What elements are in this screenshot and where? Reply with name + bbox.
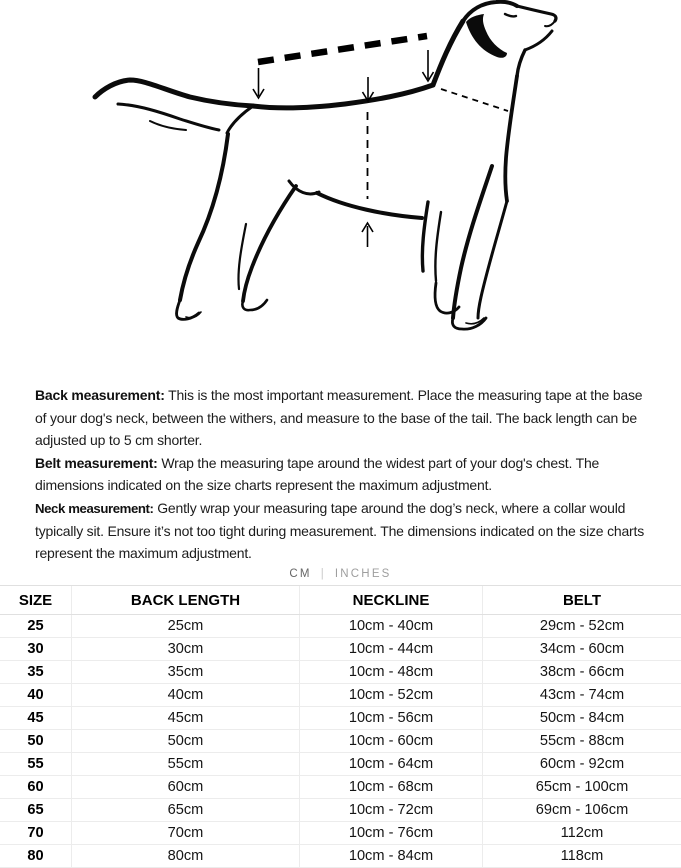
table-row [0, 776, 681, 799]
instruction-line [35, 384, 675, 407]
value-cell: 10cm - 44cm [300, 638, 483, 660]
value-cell: 10cm - 68cm [300, 776, 483, 798]
table-row [0, 799, 681, 822]
value-cell: 10cm - 56cm [300, 707, 483, 729]
tail-down-arrow-icon [253, 68, 264, 98]
table-row [0, 615, 681, 638]
value-cell: 118cm [560, 848, 604, 864]
unit-toggle [0, 566, 681, 582]
size-cell: 60 [0, 776, 72, 798]
instruction-text: Gently wrap your measuring tape around the dog’s neck, where a collar would [153, 499, 626, 516]
size-cell: 65 [0, 799, 72, 821]
instruction-text: typically sit. Ensure it’s not too tight during measurement. The dimensions indicated on the size charts [35, 522, 645, 539]
unit-toggle-divider: | [320, 568, 326, 580]
instruction-term: Back measurement: [35, 387, 165, 403]
instruction-term: Neck measurement: [35, 500, 154, 516]
table-row [0, 822, 681, 845]
value-cell: 55cm [72, 753, 300, 775]
instruction-term: Belt measurement: [35, 454, 158, 471]
unit-option-cm[interactable]: CM [289, 568, 312, 580]
value-cell: 34cm - 60cm [539, 641, 625, 657]
value-cell: 10cm - 60cm [300, 730, 483, 752]
size-cell: 25 [0, 615, 72, 637]
value-cell: 40cm [72, 684, 300, 706]
instruction-line [35, 429, 675, 452]
value-cell: 69cm - 106cm [535, 802, 629, 818]
value-cell: 112cm [560, 825, 604, 841]
mid-down-arrow-icon [363, 77, 374, 101]
unit-option-inches[interactable]: INCHES [334, 568, 392, 580]
belly-up-arrow-icon [362, 223, 373, 247]
size-cell: 30 [0, 638, 72, 660]
instruction-line [35, 520, 675, 543]
value-cell: 60cm [72, 776, 300, 798]
dog-measurement-illustration [0, 0, 681, 362]
withers-down-arrow-icon [423, 50, 434, 81]
table-row [0, 730, 681, 753]
value-cell: 10cm - 40cm [300, 615, 483, 637]
value-cell: 80cm [72, 845, 300, 867]
instruction-line [35, 542, 675, 565]
value-cell: 50cm - 84cm [539, 710, 625, 726]
value-cell: 65cm - 100cm [535, 779, 629, 795]
value-cell: 10cm - 72cm [300, 799, 483, 821]
instruction-text: This is the most important measurement. Place the measuring tape at the base [164, 387, 643, 403]
neckline-dashed-line [441, 89, 508, 111]
size-cell: 40 [0, 684, 72, 706]
instruction-line [35, 474, 675, 497]
size-cell: 35 [0, 661, 72, 683]
size-cell: 45 [0, 707, 72, 729]
table-row [0, 753, 681, 776]
value-cell: 25cm [72, 615, 300, 637]
table-row [0, 638, 681, 661]
header-belt: BELT [562, 591, 602, 609]
value-cell: 70cm [72, 822, 300, 844]
instruction-text: dimensions indicated on the size charts represent the maximum adjustment. [35, 477, 492, 494]
size-cell: 55 [0, 753, 72, 775]
size-table [0, 585, 681, 868]
size-cell: 70 [0, 822, 72, 844]
header-back-length: BACK LENGTH [72, 586, 300, 614]
value-cell: 10cm - 52cm [300, 684, 483, 706]
size-cell: 50 [0, 730, 72, 752]
value-cell: 29cm - 52cm [539, 618, 625, 634]
value-cell: 43cm - 74cm [539, 687, 625, 703]
table-header-row [0, 586, 681, 615]
size-cell: 80 [0, 845, 72, 867]
instruction-line [35, 452, 675, 475]
value-cell: 10cm - 64cm [300, 753, 483, 775]
value-cell: 45cm [72, 707, 300, 729]
measurement-marks [253, 36, 508, 247]
value-cell: 10cm - 76cm [300, 822, 483, 844]
header-size: SIZE [0, 586, 72, 614]
value-cell: 38cm - 66cm [539, 664, 625, 680]
back-length-dashed-line [258, 36, 427, 62]
instruction-text: Wrap the measuring tape around the widest part of your dog's chest. The [157, 454, 600, 471]
instruction-line [35, 497, 675, 520]
value-cell: 10cm - 48cm [300, 661, 483, 683]
table-row [0, 707, 681, 730]
table-row [0, 845, 681, 868]
instruction-text: represent the maximum adjustment. [35, 545, 252, 562]
measurement-instructions [35, 384, 675, 565]
value-cell: 35cm [72, 661, 300, 683]
value-cell: 10cm - 84cm [300, 845, 483, 867]
value-cell: 55cm - 88cm [539, 733, 625, 749]
table-row [0, 661, 681, 684]
instruction-text: of your dog's neck, between the withers, and measure to the base of the tail. The back length can be [35, 409, 637, 426]
value-cell: 65cm [72, 799, 300, 821]
header-neckline: NECKLINE [300, 586, 483, 614]
instruction-text: adjusted up to 5 cm shorter. [35, 432, 203, 449]
value-cell: 30cm [72, 638, 300, 660]
value-cell: 50cm [72, 730, 300, 752]
instruction-line [35, 407, 675, 430]
table-row [0, 684, 681, 707]
value-cell: 60cm - 92cm [539, 756, 625, 772]
